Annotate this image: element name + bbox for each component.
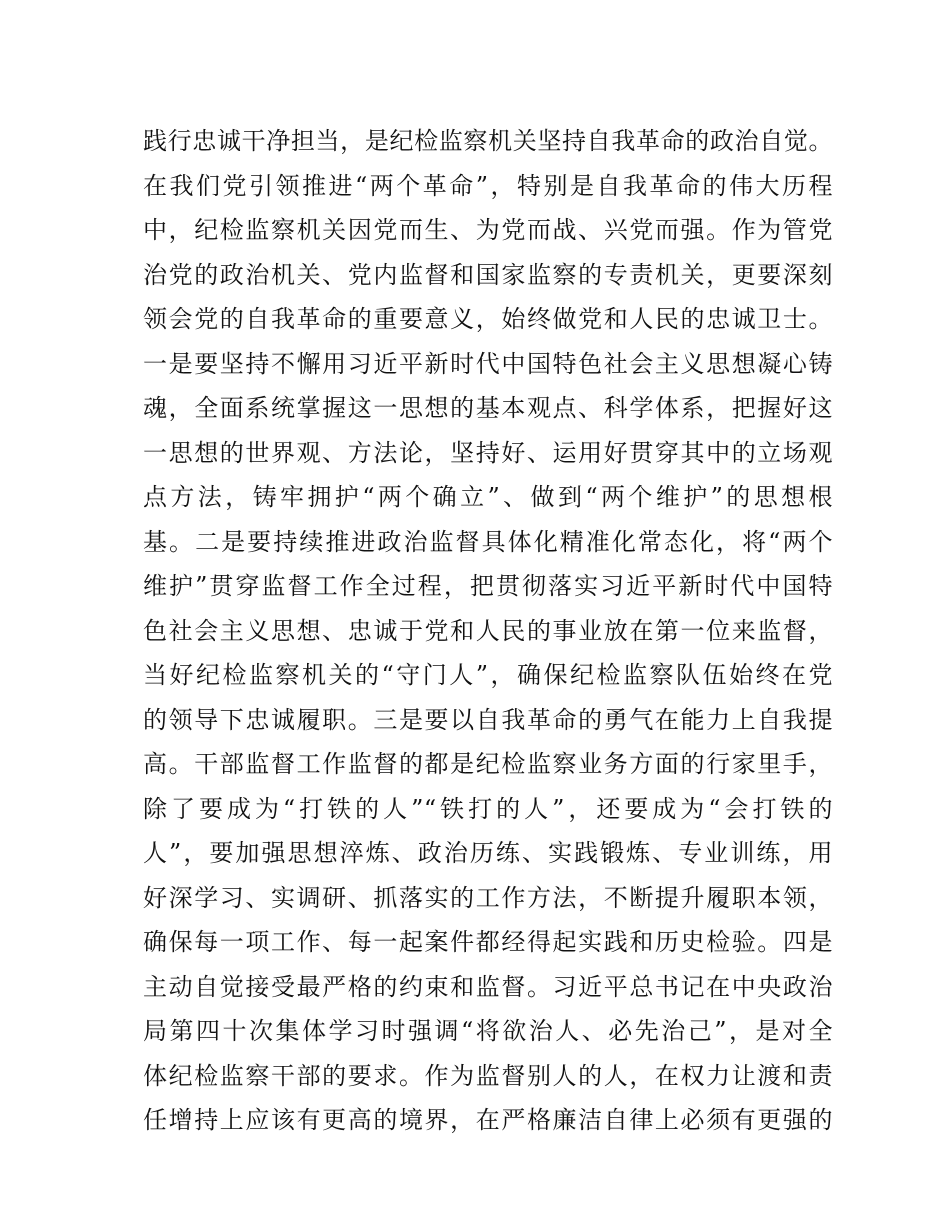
text-line: 当好纪检监察机关的“守门人”，确保纪检监察队伍始终在党 <box>143 661 833 689</box>
text-line: 领会党的自我革命的重要意义，始终做党和人民的忠诚卫士。 <box>143 305 833 333</box>
text-line: 一是要坚持不懈用习近平新时代中国特色社会主义思想凝心铸 <box>143 349 833 378</box>
text-line: 基。二是要持续推进政治监督具体化精准化常态化，将“两个 <box>143 527 833 556</box>
text-line: 的领导下忠诚履职。三是要以自我革命的勇气在能力上自我提 <box>143 705 833 734</box>
text-line: 色社会主义思想、忠诚于党和人民的事业放在第一位来监督， <box>143 616 833 645</box>
text-line: 维护”贯穿监督工作全过程，把贯彻落实习近平新时代中国特 <box>143 572 833 600</box>
text-line: 在我们党引领推进“两个革命”，特别是自我革命的伟大历程 <box>143 171 833 200</box>
text-line: 点方法，铸牢拥护“两个确立”、做到“两个维护”的思想根 <box>143 483 833 511</box>
text-line: 体纪检监察干部的要求。作为监督别人的人，在权力让渡和责 <box>143 1061 833 1090</box>
text-line: 人”，要加强思想淬炼、政治历练、实践锻炼、专业训练，用 <box>143 839 833 867</box>
text-line: 好深学习、实调研、抓落实的工作方法，不断提升履职本领， <box>143 883 833 912</box>
text-line: 任增持上应该有更高的境界，在严格廉洁自律上必须有更强的 <box>143 1106 833 1134</box>
text-line: 高。干部监督工作监督的都是纪检监察业务方面的行家里手， <box>143 750 833 778</box>
text-line: 确保每一项工作、每一起案件都经得起实践和历史检验。四是 <box>143 928 833 956</box>
text-line: 治党的政治机关、党内监督和国家监察的专责机关，更要深刻 <box>143 260 833 289</box>
text-line: 践行忠诚干净担当，是纪检监察机关坚持自我革命的政治自觉。 <box>143 127 833 155</box>
text-line: 局第四十次集体学习时强调“将欲治人、必先治己”，是对全 <box>143 1017 833 1045</box>
text-line: 除了要成为“打铁的人”“铁打的人”，还要成为“会打铁的 <box>143 794 833 823</box>
text-line: 主动自觉接受最严格的约束和监督。习近平总书记在中央政治 <box>143 972 833 1001</box>
text-line: 中，纪检监察机关因党而生、为党而战、兴党而强。作为管党 <box>143 216 833 244</box>
text-line: 魂，全面系统掌握这一思想的基本观点、科学体系，把握好这 <box>143 394 833 422</box>
text-line: 一思想的世界观、方法论，坚持好、运用好贯穿其中的立场观 <box>143 438 833 467</box>
body-paragraph <box>143 119 833 1143</box>
